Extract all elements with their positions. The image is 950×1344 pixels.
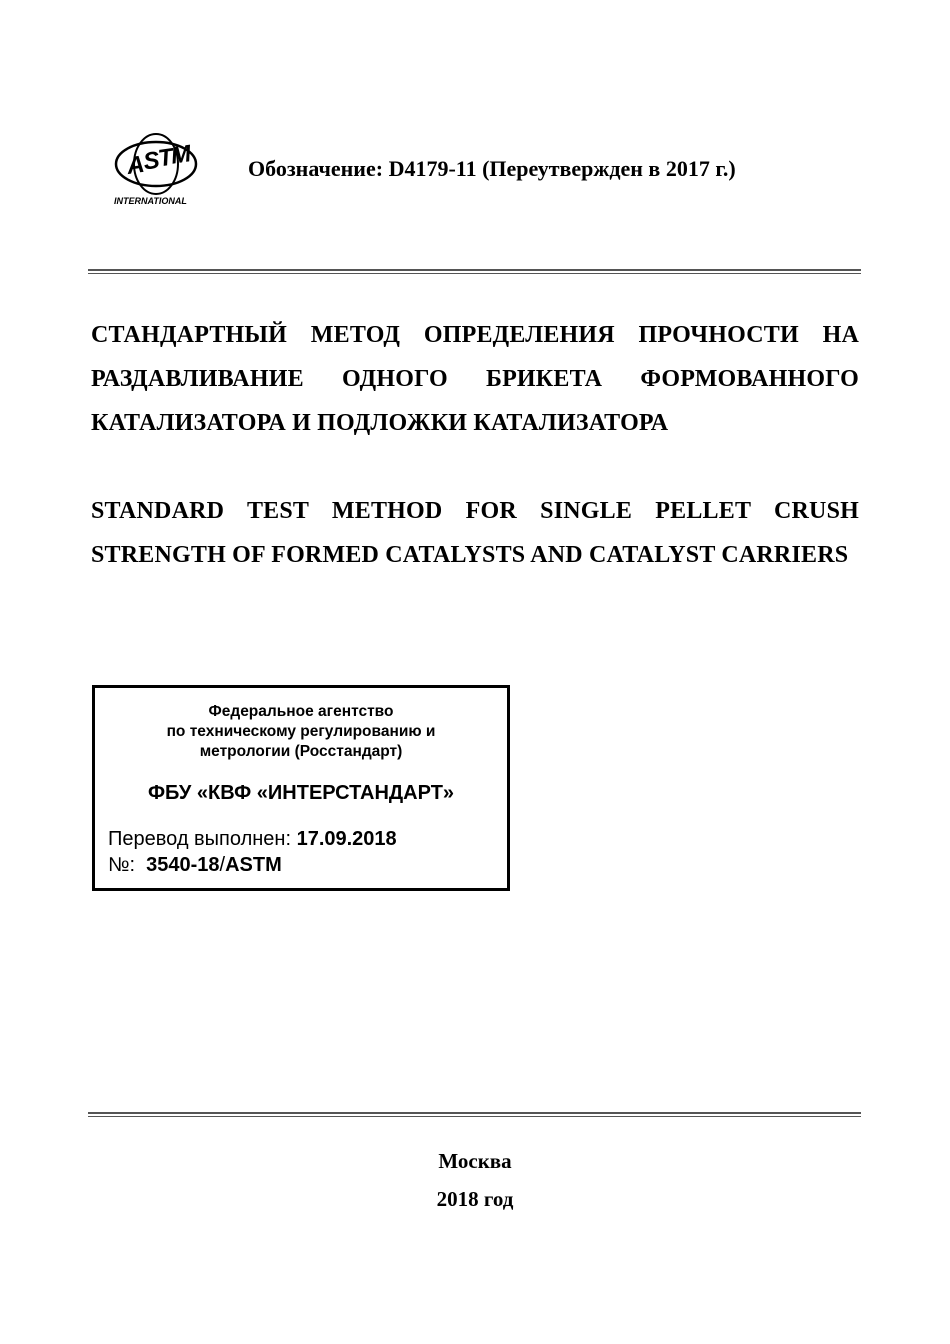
translation-number-label: №:	[108, 854, 136, 876]
svg-text:A: A	[125, 150, 147, 180]
agency-line: по техническому регулированию и	[166, 723, 436, 740]
translation-date	[108, 828, 397, 851]
publication-city: Москва	[438, 1149, 512, 1173]
astm-logo	[112, 132, 212, 212]
header-divider	[88, 269, 861, 274]
agency-line: Федеральное агентство	[208, 703, 394, 720]
svg-text:S: S	[141, 146, 162, 176]
svg-text:INTERNATIONAL: INTERNATIONAL	[114, 196, 187, 206]
agency-name	[95, 702, 507, 762]
translation-number-suffix: ASTM	[225, 854, 282, 876]
title-english: STANDARD TEST METHOD FOR SINGLE PELLET CRUSH STRENGTH OF FORMED CATALYSTS AND CATALYST CARRIERS	[91, 498, 859, 568]
translation-stamp	[92, 685, 510, 891]
translation-date-value: 17.09.2018	[296, 828, 397, 850]
translation-number-value: 3540-18	[146, 854, 220, 876]
translation-date-label: Перевод выполнен:	[108, 828, 292, 850]
translation-number-separator: /	[219, 854, 226, 876]
translation-number	[108, 854, 282, 877]
svg-text:T: T	[156, 143, 175, 173]
agency-line: метрологии (Росстандарт)	[199, 743, 403, 760]
document-designation: Обозначение: D4179-11 (Переутвержден в 2017 г.)	[248, 156, 736, 181]
organization-name: ФБУ «КВФ «ИНТЕРСТАНДАРТ»	[147, 782, 455, 804]
title-russian: СТАНДАРТНЫЙ МЕТОД ОПРЕДЕЛЕНИЯ ПРОЧНОСТИ НА РАЗДАВЛИВАНИЕ ОДНОГО БРИКЕТА ФОРМОВАННОГО КАТАЛИЗАТОРА И ПОДЛОЖКИ КАТАЛИЗАТОРА	[91, 322, 859, 436]
svg-text:M: M	[169, 140, 193, 170]
footer-divider	[88, 1112, 861, 1117]
astm-logo-icon	[112, 132, 212, 212]
publication-year: 2018 год	[436, 1187, 514, 1211]
